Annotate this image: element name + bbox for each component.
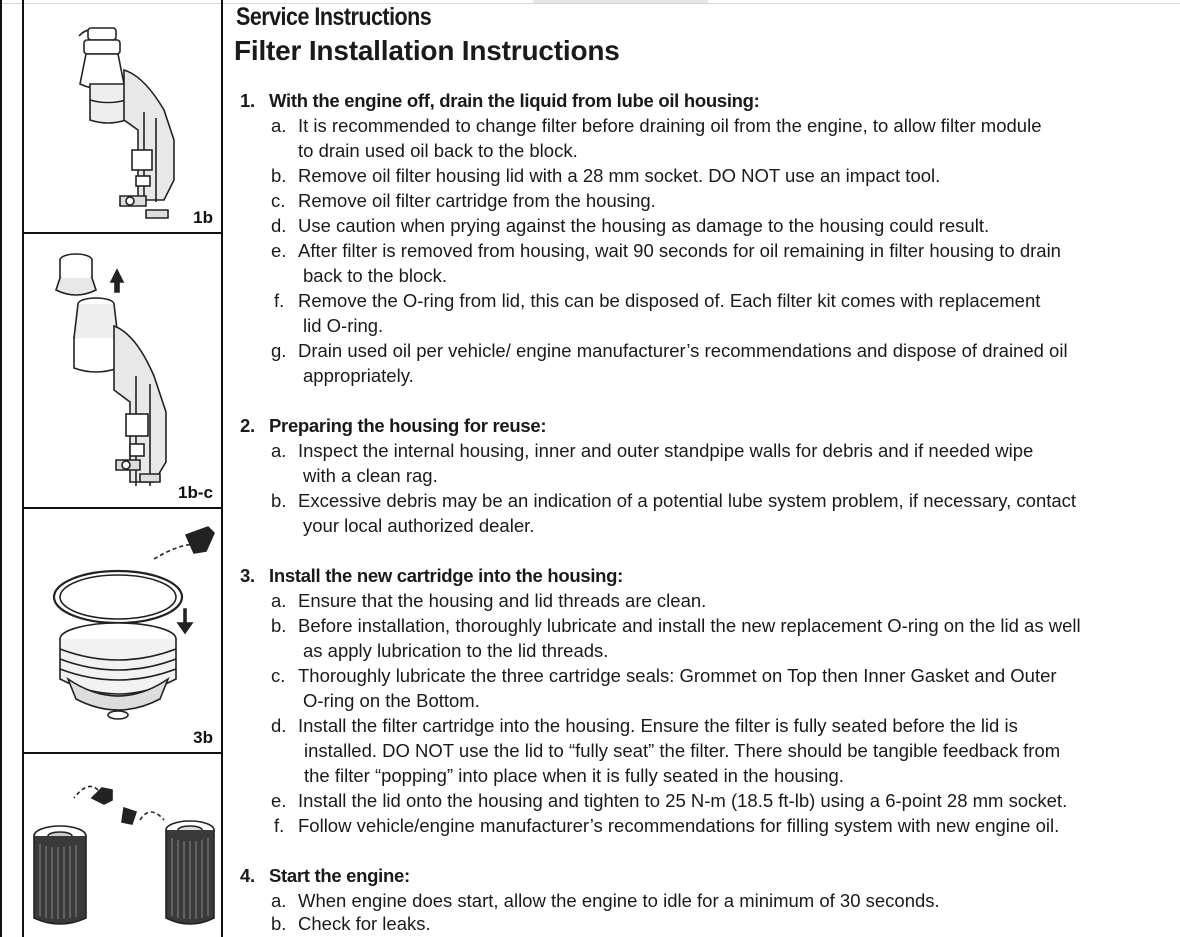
step-3c-line-2: O-ring on the Bottom. xyxy=(303,690,480,711)
left-margin-rule xyxy=(0,0,2,937)
section-3-title: Install the new cartridge into the housing: xyxy=(269,565,624,586)
step-3b-letter: b. xyxy=(271,615,287,636)
step-3e-line-1: Install the lid onto the housing and tighten to 25 N-m (18.5 ft-lb) using a 6-point 28 mm socket. xyxy=(298,790,1068,811)
step-2a-letter: a. xyxy=(271,440,287,461)
step-3d-letter: d. xyxy=(271,715,287,736)
step-2b-line-1: Excessive debris may be an indication of a potential lube system problem, if necessary, contact xyxy=(298,490,1077,511)
step-1a-line-1: It is recommended to change filter before draining oil from the engine, to allow filter module xyxy=(298,115,1042,136)
step-3c-letter: c. xyxy=(271,665,286,686)
step-1a-letter: a. xyxy=(271,115,287,136)
section-1-number: 1. xyxy=(240,90,255,111)
section-4-title: Start the engine: xyxy=(269,865,410,886)
figure-1b-c xyxy=(24,234,221,509)
step-1a-line-2: to drain used oil back to the block. xyxy=(298,140,578,161)
step-2a-line-2: with a clean rag. xyxy=(303,465,438,486)
section-1-title: With the engine off, drain the liquid from lube oil housing: xyxy=(269,90,760,111)
step-1e-line-1: After filter is removed from housing, wait 90 seconds for oil remaining in filter housing to drain xyxy=(298,240,1061,261)
figure-label-1b-c: 1b-c xyxy=(178,483,213,502)
step-1d-letter: d. xyxy=(271,215,287,236)
header-service-instructions: Service Instructions xyxy=(236,3,432,31)
step-3b-line-2: as apply lubrication to the lid threads. xyxy=(303,640,609,661)
step-3d-line-2: installed. DO NOT use the lid to “fully seat” the filter. There should be tangible feedback from xyxy=(304,740,1061,761)
step-1f-line-2: lid O-ring. xyxy=(303,315,384,336)
step-1e-line-2: back to the block. xyxy=(303,265,447,286)
step-1d-line-1: Use caution when prying against the housing as damage to the housing could result. xyxy=(298,215,990,236)
step-3c-line-1: Thoroughly lubricate the three cartridge seals: Grommet on Top then Inner Gasket and Outer xyxy=(298,665,1057,686)
step-3a-line-1: Ensure that the housing and lid threads are clean. xyxy=(298,590,707,611)
step-2b-letter: b. xyxy=(271,490,287,511)
step-1f-letter: f. xyxy=(274,290,285,311)
step-4a-line-1: When engine does start, allow the engine to idle for a minimum of 30 seconds. xyxy=(298,890,940,911)
step-3e-letter: e. xyxy=(271,790,287,811)
step-1g-line-2: appropriately. xyxy=(303,365,414,386)
step-1c-letter: c. xyxy=(271,190,286,211)
step-2a-line-1: Inspect the internal housing, inner and outer standpipe walls for debris and if needed wipe xyxy=(298,440,1034,461)
figure-1b xyxy=(24,0,221,234)
section-4-number: 4. xyxy=(240,865,255,886)
section-2-number: 2. xyxy=(240,415,255,436)
step-4b-line-1: Check for leaks. xyxy=(298,913,431,934)
step-1g-letter: g. xyxy=(271,340,287,361)
figure-cartridges xyxy=(24,754,221,937)
figure-label-1b: 1b xyxy=(193,208,213,227)
step-1f-line-1: Remove the O-ring from lid, this can be disposed of. Each filter kit comes with replacement xyxy=(298,290,1041,311)
figure-3b xyxy=(24,509,221,754)
filter-housing-loosen-icon xyxy=(24,0,221,234)
step-4a-letter: a. xyxy=(271,890,287,911)
page-title: Filter Installation Instructions xyxy=(234,35,620,66)
step-1c-line-1: Remove oil filter cartridge from the housing. xyxy=(298,190,656,211)
step-3d-line-3: the filter “popping” into place when it is fully seated in the housing. xyxy=(304,765,844,786)
oring-lid-install-icon xyxy=(24,509,221,754)
step-3f-letter: f. xyxy=(274,815,285,836)
step-1b-letter: b. xyxy=(271,165,287,186)
step-4b-letter: b. xyxy=(271,913,287,934)
step-3d-line-1: Install the filter cartridge into the housing. Ensure the filter is fully seated before the lid is xyxy=(298,715,1018,736)
cartridge-lubricate-icon xyxy=(24,754,221,937)
step-1e-letter: e. xyxy=(271,240,287,261)
step-1g-line-1: Drain used oil per vehicle/ engine manufacturer’s recommendations and dispose of drained oil xyxy=(298,340,1068,361)
step-3f-line-1: Follow vehicle/engine manufacturer’s recommendations for filling system with new engine oil. xyxy=(298,815,1060,836)
figure-column xyxy=(22,0,223,937)
section-2-title: Preparing the housing for reuse: xyxy=(269,415,547,436)
section-3-number: 3. xyxy=(240,565,255,586)
step-2b-line-2: your local authorized dealer. xyxy=(303,515,535,536)
step-3b-line-1: Before installation, thoroughly lubricate and install the new replacement O-ring on the lid as well xyxy=(298,615,1081,636)
step-3a-letter: a. xyxy=(271,590,287,611)
step-1b-line-1: Remove oil filter housing lid with a 28 mm socket. DO NOT use an impact tool. xyxy=(298,165,941,186)
figure-label-3b: 3b xyxy=(193,728,213,747)
filter-housing-lid-removed-icon xyxy=(24,234,221,509)
